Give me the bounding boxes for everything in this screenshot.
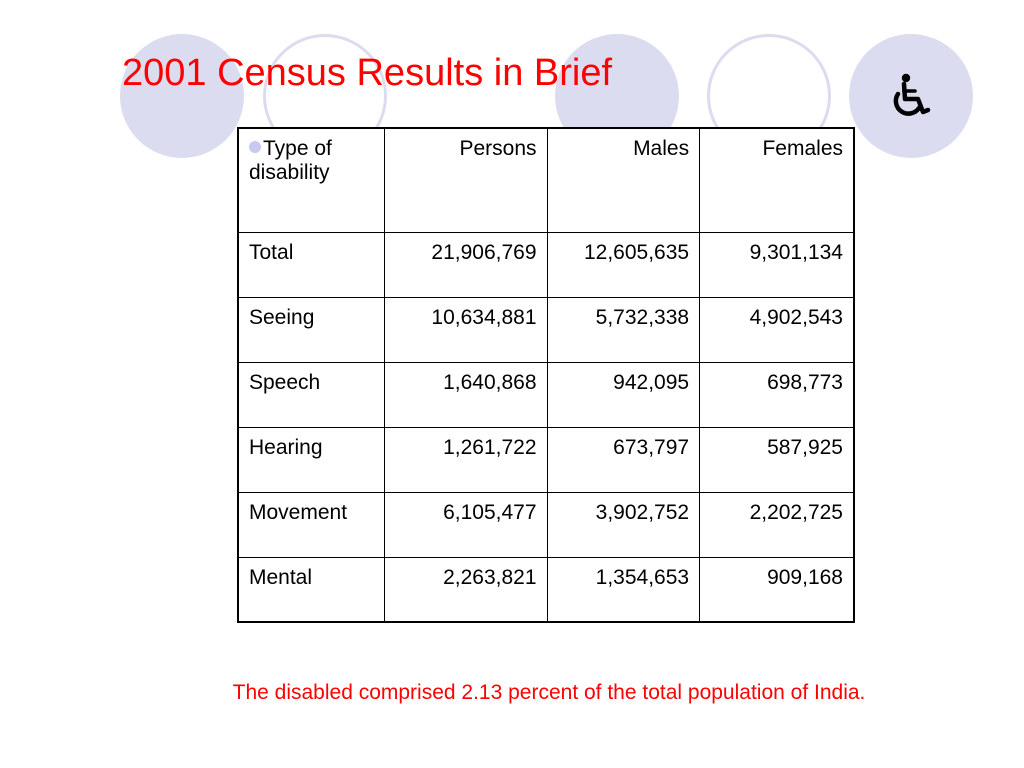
value-cell: 1,261,722 [385, 427, 547, 492]
table-row [238, 232, 854, 297]
row-label-cell: Hearing [238, 427, 385, 492]
value-cell: 9,301,134 [700, 232, 854, 297]
value-cell: 4,902,543 [700, 297, 854, 362]
column-header-type [238, 128, 385, 232]
column-header-persons: Persons [385, 128, 547, 232]
value-cell: 587,925 [700, 427, 854, 492]
value-cell: 21,906,769 [385, 232, 547, 297]
column-header-females: Females [700, 128, 854, 232]
table-row [238, 362, 854, 427]
row-label-cell: Movement [238, 492, 385, 557]
value-cell: 673,797 [547, 427, 700, 492]
slide-title: 2001 Census Results in Brief [122, 52, 613, 94]
value-cell: 698,773 [700, 362, 854, 427]
value-cell: 942,095 [547, 362, 700, 427]
column-header-label: Type of disability [249, 137, 332, 184]
table-row [238, 297, 854, 362]
value-cell: 12,605,635 [547, 232, 700, 297]
table-header-row [238, 128, 854, 232]
bullet-icon [249, 141, 261, 153]
value-cell: 1,354,653 [547, 557, 700, 622]
row-label-cell: Seeing [238, 297, 385, 362]
row-label-cell: Mental [238, 557, 385, 622]
value-cell: 2,202,725 [700, 492, 854, 557]
footnote-text: The disabled comprised 2.13 percent of the total population of India. [232, 681, 866, 704]
value-cell: 10,634,881 [385, 297, 547, 362]
table-row [238, 557, 854, 622]
value-cell: 5,732,338 [547, 297, 700, 362]
row-label-cell: Speech [238, 362, 385, 427]
row-label-cell: Total [238, 232, 385, 297]
table-row [238, 492, 854, 557]
value-cell: 1,640,868 [385, 362, 547, 427]
disability-census-table [237, 127, 855, 623]
value-cell: 2,263,821 [385, 557, 547, 622]
wheelchair-icon-graphic [887, 72, 935, 120]
wheelchair-icon [849, 34, 973, 158]
column-header-males: Males [547, 128, 700, 232]
value-cell: 3,902,752 [547, 492, 700, 557]
table-row [238, 427, 854, 492]
value-cell: 6,105,477 [385, 492, 547, 557]
value-cell: 909,168 [700, 557, 854, 622]
